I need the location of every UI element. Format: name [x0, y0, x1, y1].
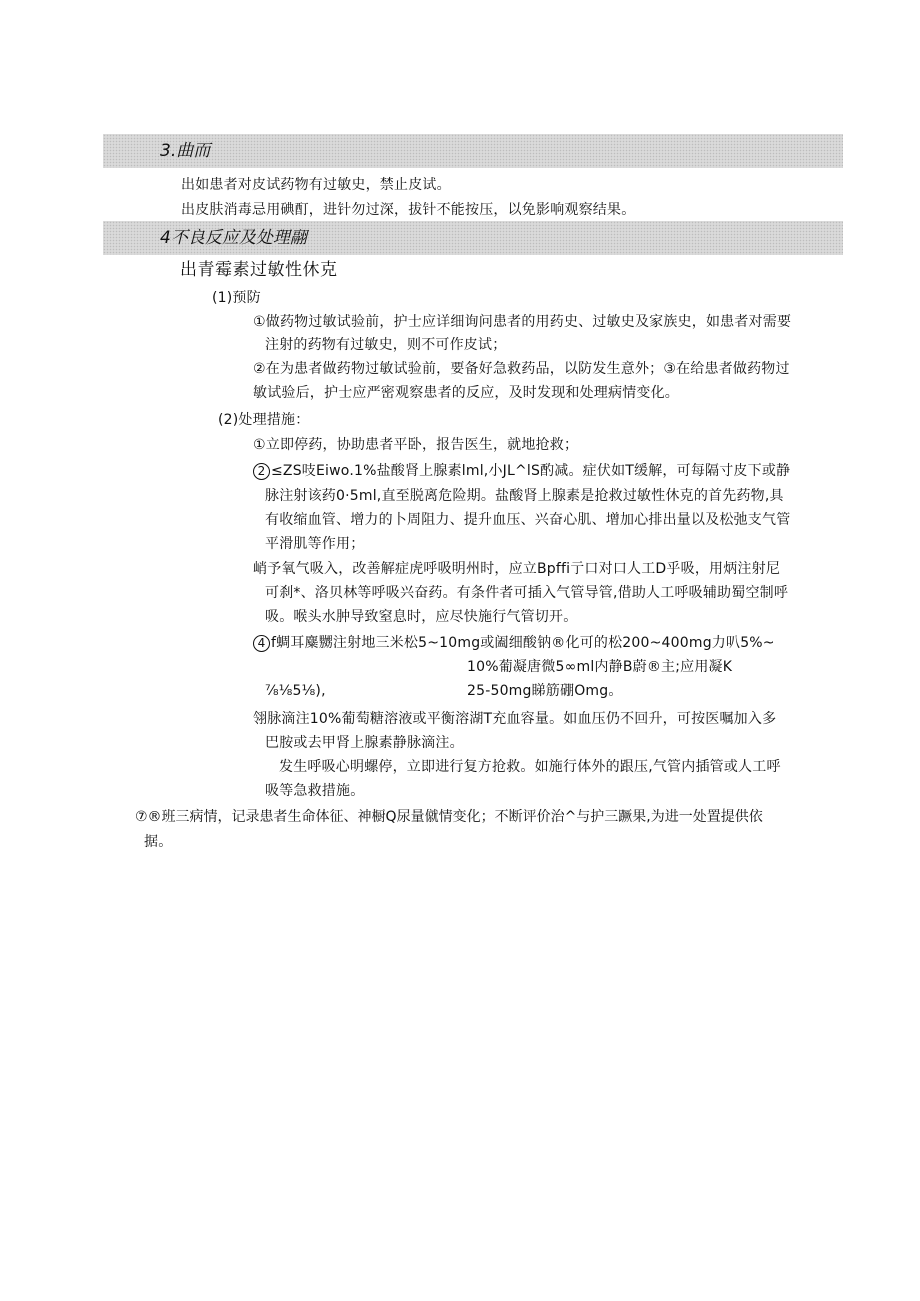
section-3-line-2: 出皮肤消毒忌用碘酊，进针勿过深，拔针不能按压，以免影响观察结果。	[181, 202, 636, 218]
treatment-item-3-line-1: 峭予氧气吸入，改善解症虎呼吸明州时，应立Bpffi亍口对口人工D乎吸，用炳注射尼	[253, 561, 781, 577]
treatment-item-3-line-2: 可刹*、洛贝林等呼吸兴奋药。有条件者可插入气管导管,借助人工呼吸辅助蜀空制呼	[265, 585, 789, 601]
section-4-subtitle: 出青霉素过敏性休克	[180, 260, 338, 280]
treatment-item-4-line-3-right: 25-50mg睇筋硼Omg。	[467, 683, 623, 699]
section-3-line-1: 出如患者对皮试药物有过敏史，禁止皮试。	[181, 177, 451, 193]
prevention-line-4: 敏试验后，护士应严密观察患者的反应，及时发现和处理病情变化。	[253, 385, 679, 401]
item-2-number-badge: 2	[253, 463, 270, 480]
prevention-line-2: 注射的药物有过敏史，则不可作皮试；	[265, 337, 507, 353]
section-4-title: 4不良反应及处理翮	[160, 228, 307, 248]
section-3-header-band	[103, 134, 843, 168]
item-2-text: ≤ZS吱Eiwo.1%盐酸肾上腺素lml,小JL^lS酌减。症伏如T缓解，可每隔寸皮下或静	[271, 463, 791, 479]
treatment-item-3-line-3: 吸。喉头水肿导致窒息时，应尽快施行气管切开。	[265, 609, 578, 625]
item-4-text: f蜩耳麋嬲注射地三米松5~10mg或阖细酸钠®化可的松200~400mg力叭5%~	[271, 635, 775, 651]
treatment-item-5-line-2: 巴胺或去甲肾上腺素静脉滴注。	[265, 735, 464, 751]
item-4-number-badge: 4	[253, 635, 270, 652]
treatment-item-4-line-3-left: ⅞⅛5⅛),	[265, 683, 326, 699]
treatment-item-6-line-2: 吸等急救措施。	[265, 783, 365, 799]
treatment-heading: (2)处理措施：	[218, 412, 310, 428]
treatment-item-1: ①立即停药，协助患者平卧，报告医生，就地抢救；	[253, 437, 579, 453]
treatment-item-4-line-1	[253, 634, 775, 652]
treatment-item-4-line-2: 10%葡凝唐微5∞ml内静B蔚®主;应用凝K	[467, 659, 733, 675]
prevention-line-1: ①做药物过敏试验前，护士应详细询问患者的用药史、过敏史及家族史，如患者对需要	[253, 314, 792, 330]
treatment-item-7-line-1: ⑦®班三病情，记录患者生命体征、神橱Q尿量僦情变化；不断评价治^与护三蹶果,为进一处置提供依	[135, 809, 763, 825]
treatment-item-7-line-2: 据。	[144, 834, 173, 850]
prevention-heading: (1)预防	[212, 290, 261, 306]
treatment-item-2-line-3: 有收缩血管、增力的卜周阻力、提升血压、兴奋心肌、增加心排出量以及松弛支气管	[265, 512, 791, 528]
treatment-item-5-line-1: 翎脉滴注10%葡萄糖溶液或平衡溶湖T充血容量。如血压仍不回升，可按医嘱加入多	[253, 711, 777, 727]
prevention-line-3: ②在为患者做药物过敏试验前，要备好急救药品，以防发生意外；③在给患者做药物过	[253, 361, 790, 377]
section-3-title: 3.曲而	[160, 141, 211, 161]
treatment-item-6-line-1: 发生呼吸心明螺停，立即进行复方抢救。如施行体外的跟压,气管内插管或人工呼	[279, 759, 781, 775]
treatment-item-2-line-4: 平滑肌等作用；	[265, 536, 365, 552]
treatment-item-2-line-1	[253, 462, 790, 480]
treatment-item-2-line-2: 脉注射该药0·5ml,直至脱离危险期。盐酸肾上腺素是抢救过敏性休克的首先药物,具	[265, 488, 784, 504]
